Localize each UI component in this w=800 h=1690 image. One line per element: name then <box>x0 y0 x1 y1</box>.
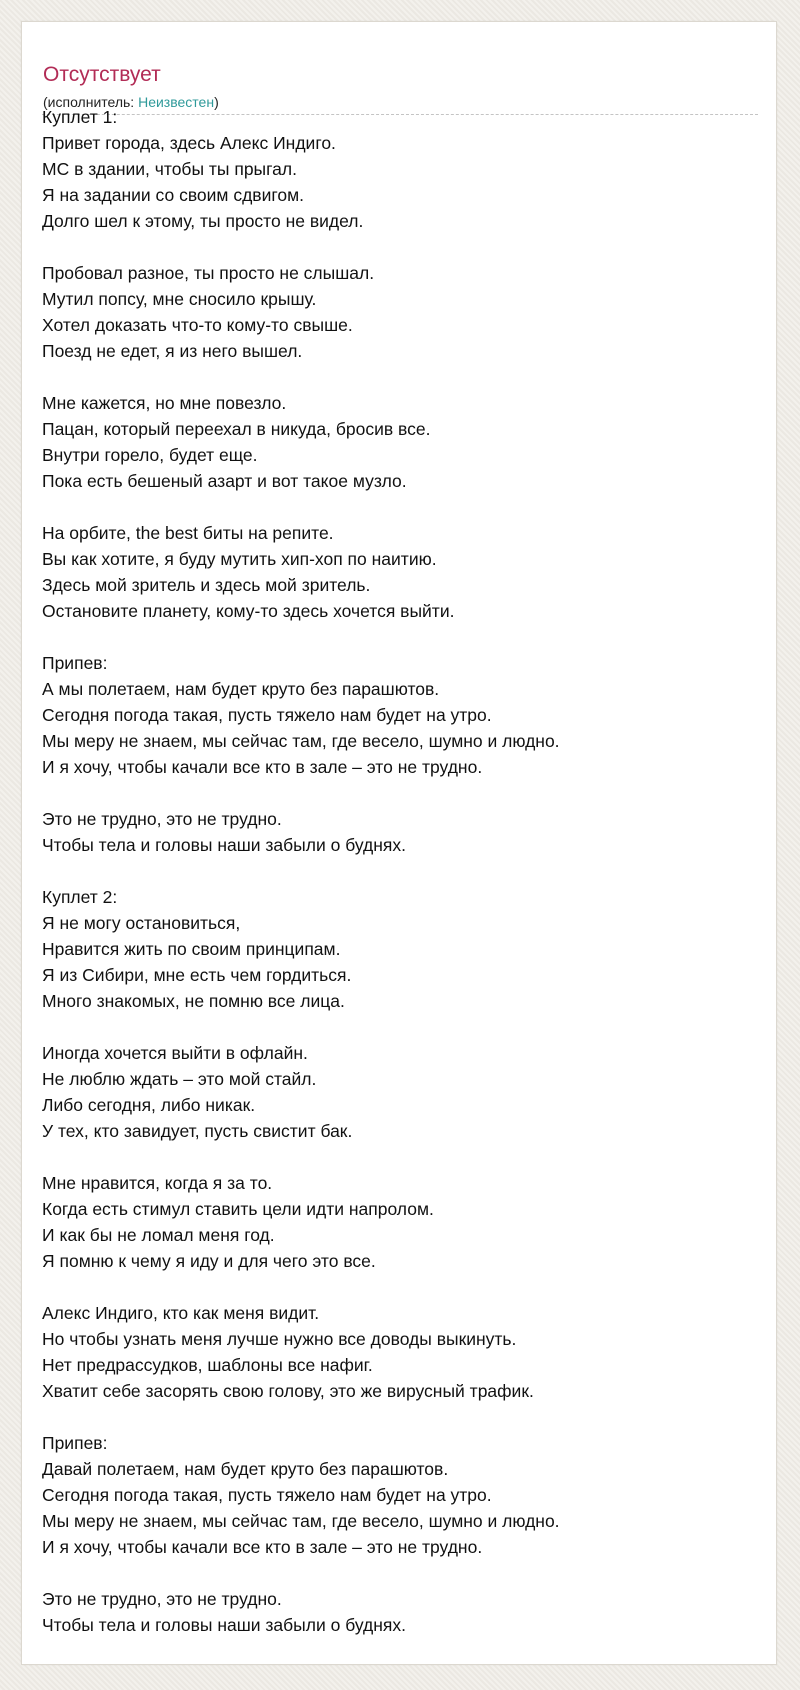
stanza <box>42 390 742 494</box>
lyric-line: Нравится жить по своим принципам. <box>42 939 341 959</box>
song-title: Отсутствует <box>43 63 161 86</box>
lyric-line: Это не трудно, это не трудно. <box>42 809 282 829</box>
lyric-line: Пока есть бешеный азарт и вот такое музло. <box>42 471 407 491</box>
lyric-line: И я хочу, чтобы качали все кто в зале – это не трудно. <box>42 757 483 777</box>
lyric-line: На орбите, the best биты на репите. <box>42 523 334 543</box>
stanza <box>42 1170 742 1274</box>
lyric-line: Пробовал разное, ты просто не слышал. <box>42 263 375 283</box>
lyric-line: Чтобы тела и головы наши забыли о буднях. <box>42 835 406 855</box>
lyric-line: Сегодня погода такая, пусть тяжело нам будет на утро. <box>42 1485 492 1505</box>
lyric-line: Долго шел к этому, ты просто не видел. <box>42 211 364 231</box>
lyric-line: Когда есть стимул ставить цели идти напролом. <box>42 1199 434 1219</box>
lyric-line: Внутри горело, будет еще. <box>42 445 258 465</box>
lyric-line: Я помню к чему я иду и для чего это все. <box>42 1251 376 1271</box>
lyric-line: Много знакомых, не помню все лица. <box>42 991 345 1011</box>
lyric-line: Поезд не едет, я из него вышел. <box>42 341 303 361</box>
lyric-line: Остановите планету, кому-то здесь хочется выйти. <box>42 601 455 621</box>
lyric-line: Чтобы тела и головы наши забыли о буднях. <box>42 1615 406 1635</box>
lyric-line: Я из Сибири, мне есть чем гордиться. <box>42 965 352 985</box>
lyric-line: Куплет 1: <box>42 107 118 127</box>
lyric-line: Пацан, который переехал в никуда, бросив все. <box>42 419 431 439</box>
lyric-line: Не люблю ждать – это мой стайл. <box>42 1069 317 1089</box>
lyric-line: Вы как хотите, я буду мутить хип-хоп по наитию. <box>42 549 437 569</box>
stanza <box>42 1040 742 1144</box>
lyric-line: И я хочу, чтобы качали все кто в зале – это не трудно. <box>42 1537 483 1557</box>
lyric-line: И как бы не ломал меня год. <box>42 1225 275 1245</box>
lyric-line: Сегодня погода такая, пусть тяжело нам будет на утро. <box>42 705 492 725</box>
stanza <box>42 1430 742 1560</box>
lyric-line: Мы меру не знаем, мы сейчас там, где весело, шумно и людно. <box>42 731 560 751</box>
lyric-line: Здесь мой зритель и здесь мой зритель. <box>42 575 371 595</box>
lyric-line: Припев: <box>42 1433 108 1453</box>
performer-link[interactable]: Неизвестен <box>138 94 215 110</box>
lyric-line: Либо сегодня, либо никак. <box>42 1095 256 1115</box>
stanza <box>42 260 742 364</box>
lyric-line: Привет города, здесь Алекс Индиго. <box>42 133 336 153</box>
performer-suffix: ) <box>214 94 219 110</box>
lyric-line: Мне нравится, когда я за то. <box>42 1173 273 1193</box>
lyric-line: Нет предрассудков, шаблоны все нафиг. <box>42 1355 373 1375</box>
stanza <box>42 104 742 234</box>
lyric-line: Давай полетаем, нам будет круто без парашютов. <box>42 1459 449 1479</box>
lyrics-text <box>42 104 742 1664</box>
stanza <box>42 1300 742 1404</box>
lyric-line: Иногда хочется выйти в офлайн. <box>42 1043 308 1063</box>
lyric-line: А мы полетаем, нам будет круто без парашютов. <box>42 679 440 699</box>
lyric-line: Хватит себе засорять свою голову, это же вирусный трафик. <box>42 1381 534 1401</box>
lyric-line: МС в здании, чтобы ты прыгал. <box>42 159 297 179</box>
lyric-line: Я не могу остановиться, <box>42 913 241 933</box>
lyric-line: У тех, кто завидует, пусть свистит бак. <box>42 1121 353 1141</box>
lyric-line: Мы меру не знаем, мы сейчас там, где весело, шумно и людно. <box>42 1511 560 1531</box>
stanza <box>42 520 742 624</box>
lyric-line: Но чтобы узнать меня лучше нужно все доводы выкинуть. <box>42 1329 517 1349</box>
stanza <box>42 650 742 780</box>
lyric-line: Мне кажется, но мне повезло. <box>42 393 287 413</box>
lyric-line: Мутил попсу, мне сносило крышу. <box>42 289 317 309</box>
lyric-line: Припев: <box>42 653 108 673</box>
lyric-line: Куплет 2: <box>42 887 118 907</box>
lyric-line: Алекс Индиго, кто как меня видит. <box>42 1303 320 1323</box>
lyric-line: Я на задании со своим сдвигом. <box>42 185 304 205</box>
stanza <box>42 1586 742 1638</box>
stanza <box>42 806 742 858</box>
stanza <box>42 884 742 1014</box>
lyric-line: Хотел доказать что-то кому-то свыше. <box>42 315 353 335</box>
lyric-line: Это не трудно, это не трудно. <box>42 1589 282 1609</box>
performer-prefix: (исполнитель: <box>43 94 139 110</box>
